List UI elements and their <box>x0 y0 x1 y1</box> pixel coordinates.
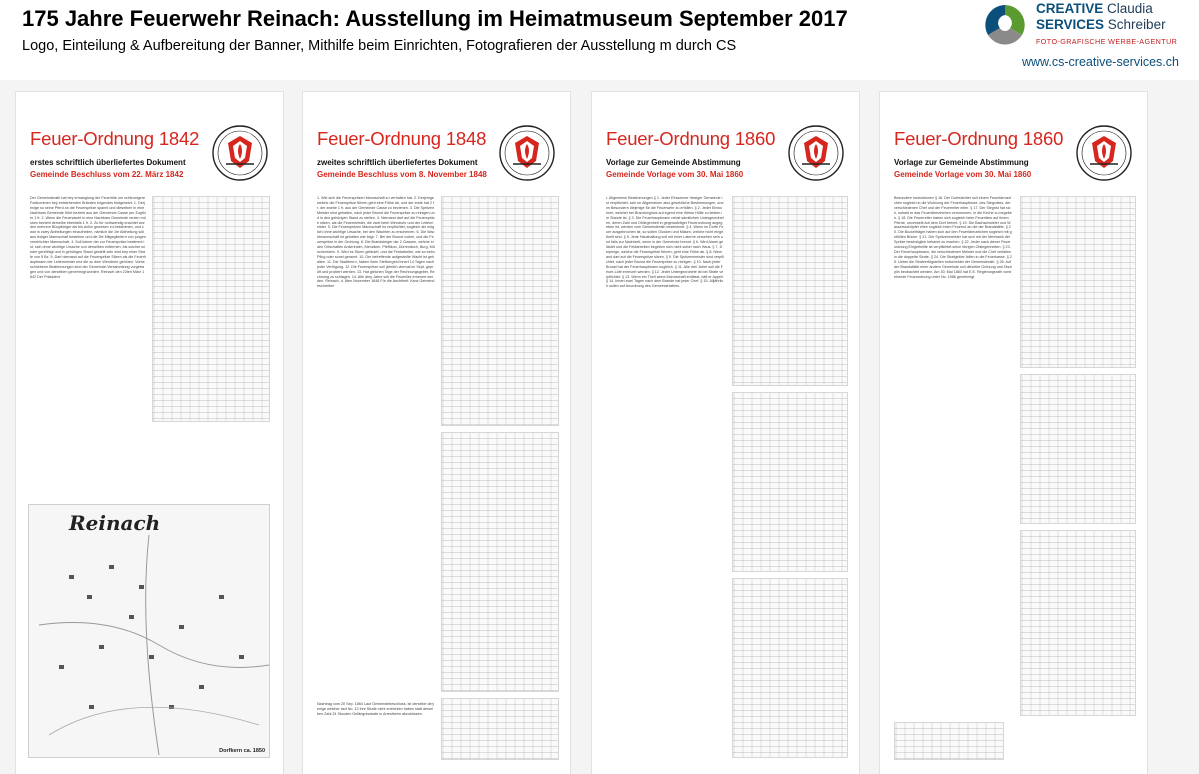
banner-body-text: Besondere Instruktionen § 16. Der Dorfwächter soll einem Feuerlärmzeichen sogleich in die Wohnung der Feuerhauptleute, des Stegrottes, der verschiedenen Chef und der Feuerreiter eilen. § 17. Der Siegrist hat sich, sobald er das Feuerlärmzeichen vernommen, in die Kirche zu begeben. § 18. Die Feuerreiter haben sich sogleich beim Feuerlärm auf ihrem Pferde, unverweilt auf dem Dorf brennt. § 19. Die Bachschwieler und Wassersschöpfer eilen sogleich beim Feuerruf an die der Brandstätte. § 20. Die Buckelträger haben sich auf den Feuerlärmzeichen sogleich mit gefüllten Bücke. § 21. Der Spritzenmeister hat sich mit der Mechanik der Spritze bestmöglich bekannt zu machen. § 22. Jeder nach dieser Feuerordnung Eingetheilte ist verpflichtet seine übrigen Obliegenheiten. § 23. Der Feuerhauptmann, die verschiedenen Meister und die Chef verfallen in die doppelte Strafe. § 24. Die Strafgelder fallen in die Feuerkasse. § 25. Ueber die Strafverfügstellen entscheidet der Gemeinderath. § 26. Auf der Brandstätte einer andern Gemeinde soll dieselbe Ordnung und Disziplin beobachtet werden. Am 30. Mai 1860 hat E.E. Regierungsrath vorstehende Feuerordnung unter No. 1586 genehmigt. <box>894 196 1012 279</box>
handwritten-document-scan <box>894 722 1004 760</box>
handwritten-document-scan <box>441 698 559 760</box>
banner-title: Feuer-Ordnung 1860 <box>894 128 1064 149</box>
banner-title: Feuer-Ordnung 1860 <box>606 128 776 149</box>
banner-1842 <box>16 92 283 774</box>
brand-firstname: Claudia <box>1107 1 1153 16</box>
fire-brigade-emblem-icon <box>498 124 556 182</box>
handwritten-document-scan <box>732 196 848 386</box>
map-caption: Dorfkern ca. 1850 <box>219 748 265 754</box>
banner-title: Feuer-Ordnung 1842 <box>30 128 200 149</box>
page-title: 175 Jahre Feuerwehr Reinach: Ausstellung im Heimatmuseum September 2017 <box>22 6 848 31</box>
banner-subtitle: Vorlage zur Gemeinde Abstimmung <box>606 158 741 167</box>
fire-brigade-emblem-icon <box>1075 124 1133 182</box>
handwritten-document-scan <box>1020 196 1136 368</box>
banner-1848 <box>303 92 570 774</box>
banner-title: Feuer-Ordnung 1848 <box>317 128 487 149</box>
banner-subtitle: zweites schriftlich überliefertes Dokument <box>317 158 478 167</box>
banner-1860-b <box>880 92 1147 774</box>
handwritten-document-scan <box>1020 530 1136 716</box>
handwritten-document-scan <box>732 392 848 572</box>
fire-brigade-emblem-icon <box>787 124 845 182</box>
creative-services-logo-icon <box>982 2 1028 48</box>
banner-date: Gemeinde Beschluss vom 22. März 1842 <box>30 170 184 179</box>
handwritten-document-scan <box>441 432 559 692</box>
brand-logo-block[interactable] <box>982 2 1196 72</box>
brand-creative: CREATIVE <box>1036 1 1104 16</box>
banner-1860-a <box>592 92 859 774</box>
handwritten-document-scan <box>1020 374 1136 524</box>
banner-addendum-text: Nachtrag vom 20 Sep. 1864 Laut Gemeindebeschluss, ist derselbe derjenige welcher laut No. 12 ihre Strafe nicht entrichten haben statt derselben Zahl 24 Stunden Gefängnisstrafe in Arrestheim abzubüssen. <box>317 702 434 716</box>
handwritten-document-scan <box>732 578 848 758</box>
brand-url-link[interactable]: www.cs-creative-services.ch <box>1022 55 1179 69</box>
banner-date: Gemeinde Vorlage vom 30. Mai 1860 <box>894 170 1032 179</box>
banner-body-text: Der Gemeinderath hat bey ermanglung der Feuerlöte um schleunigere Fortkommen bey entstehenden Bränden folgendes festgesetzt: 1. Derjenige so seine Pferd an die Feuerspritze spannt und dieselben in eine Nachbars Gemeinde führt bezieht aus der Gemeinde Casse per Zugthier 1 fr. 2. Wenn die Feuerwacht in eine Nachbars Gemeinde reuten müssen bezieht derselbe ebenfalls 1 fr. 3. Zu für nothwendig erachtet worden mehrere Bürgtbürger als bis anhin gewesen zu bestimmen, und zwar in zwey Abtheilungen einzutheilen, nämlich die 1te Abtheilung soll aus lediger Mannschaft bestehen und die 2te Mitgegliedern von jungen verehlichter Mannschaft. 4. Soll keiner der zur Feuerspritze bestimmt ist, sich ohne wichtige Ursache von derselben entfernen, bis solcher wieder genöthigt und in gehörigen Stand gestellt sein wird bey einer Strafe von 5 Bz. 5. Darf niemand auf die Feuerspritze Sitzen als die Feuerhauptmann der Leitermeister und die zu dem Wendrohr gehören. Vorbeschriebene Bestimmungen sind der Gemeinde-Versammlung vorgetragen und von derselben genehmigt worden. Reinach den 22ten März 1842 Der Präsident <box>30 196 146 279</box>
banner-body-text: I. Allgemeine Bestimmungen § 1. Jeder Einwohner hiesiger Gemeinde ist verpflichtet, sich im Allgemeinen also gesetzliche Bestimmungen, und im Besondern diejenige für die Feuerwehr zu erfüllen. § 2. Jeder Einwohner, welcher bei Brandunglück auf irgend eine Weise Hülfe zu leisten im Stande ist. § 3. Die Feuerhauptmann nebst sämtlichen Untergeordneten, deren Zahl und Obliegenheit in gegenwärtiger Feuerordnung angegeben ist, werden vom Gemeinderath bezeichnet. § 4. Wenn im Dorfe Feuer ausgebrochen ist, so sollen Glocken und Mäsen, welche nicht eingetheilt sind. § 5. Jede Haushaltung soll mit einer Laterne versehen sein und falls zur Nachtzeit, wenn in der Gemeinde brennt. § 6. Wird Alarm geläutet und die Feldarbeiten begeben sich nicht sofort nach Haus. § 7. Derjenige, welche die Feuerspritze führen, geht eine Flühe ab. § 8. Niemand darf auf die Feuerspritze sitzen. § 9. Die Spritzenmeister sind verpflichtet, nach jeder Brunst die Feuerspritze zu reinigen. § 10. Nach jeder Brunst hat der Feuerhauptmann sogleich. § 11. Alle drei Jahre soll die Feuer-Löte erneuert werden. § 12. Jeder Untergeordnete ist bei Strafe verpflichtet. § 13. Wenn ein Theil seine Mannschaft entlässt, hält er Appell. § 14. Innert zwei Tagen nach dem Brande hat jeder Chef. § 15. Alljährlich sollen auf Anordnung des Gemeinderathes. <box>606 196 724 289</box>
brand-services: SERVICES <box>1036 17 1105 32</box>
brand-tagline: FOTO-GRAFISCHE WERBE-AGENTUR <box>1036 37 1178 46</box>
banner-subtitle: Vorlage zur Gemeinde Abstimmung <box>894 158 1029 167</box>
handwritten-document-scan <box>152 196 270 422</box>
handwritten-document-scan <box>441 196 559 426</box>
map-roads <box>29 505 270 758</box>
banner-body-text: 1. Wie sich die Feuerspritzen Mannschaft zu verhalten hat. 2. Derjenige welche die Feuerspritze führen geht eine Flühe ab, und der erste hat 2 fr. der zweite 1 fr. aus der Gemeinde Casse zu beziehen. 3. Die Spritzen Meister sind gehalten, nach jeder Brunst die Feuerspritze zu reinigen und in den gehörigen Stand zu stellen. 4. Niemand darf auf die Feuerspritze sitzen, als die Feuermeister, die zwei beim Wendrohr und der Leitermeister. 5. Die Feuerspritzen Mannschaft ist verpflichtet, sogleich als möglich ohne wichtige Ursache, bei den Wachten zu erscheinen. 6. Die Wachtmannschaft ist gehalten wie folgt: 7. Bei der Brunst vorbei, und die Feuerspritze in der Ordnung. 8. Die Brandsteiger der 2 Classen, welche in den Ortschaften Ankenheim, Menziken, Pfeffikon, Dürrenäsch, Burg, Münchenstein. 9. Wird es Sturm geläutet, und die Feldarbeiter, wie so beim Pflug oder sonst gerannt. 10. Der befreffende aufgestellte Wacht ist gehalten. 11. Die Stadtherrn, haben ihren Stellvergeld innert 14 Tagen nach jeder Verfügung. 12. Die Feuerspritze soll jährlich viermal im Sept. geprüft und probiert werden. 13. Hat gleichen Tage der Rechnungsgeber, Rechnung zu schlagen. 14. Alle drey Jahre soll die Feuerlöte erneuert werden. Reinach, d. 8ten November 1848 Für die Aechtheit: Kanz Gemeindeschreiber <box>317 196 435 289</box>
village-map-image <box>28 504 270 758</box>
brand-lastname: Schreiber <box>1107 17 1166 32</box>
banner-date: Gemeinde Beschluss vom 8. November 1848 <box>317 170 487 179</box>
map-title: Reinach <box>69 511 161 535</box>
banner-subtitle: erstes schriftlich überliefertes Dokument <box>30 158 186 167</box>
page-subtitle: Logo, Einteilung & Aufbereitung der Banner, Mithilfe beim Einrichten, Fotografieren der Ausstellung m durch CS <box>22 38 737 54</box>
fire-brigade-emblem-icon <box>211 124 269 182</box>
banner-date: Gemeinde Vorlage vom 30. Mai 1860 <box>606 170 744 179</box>
